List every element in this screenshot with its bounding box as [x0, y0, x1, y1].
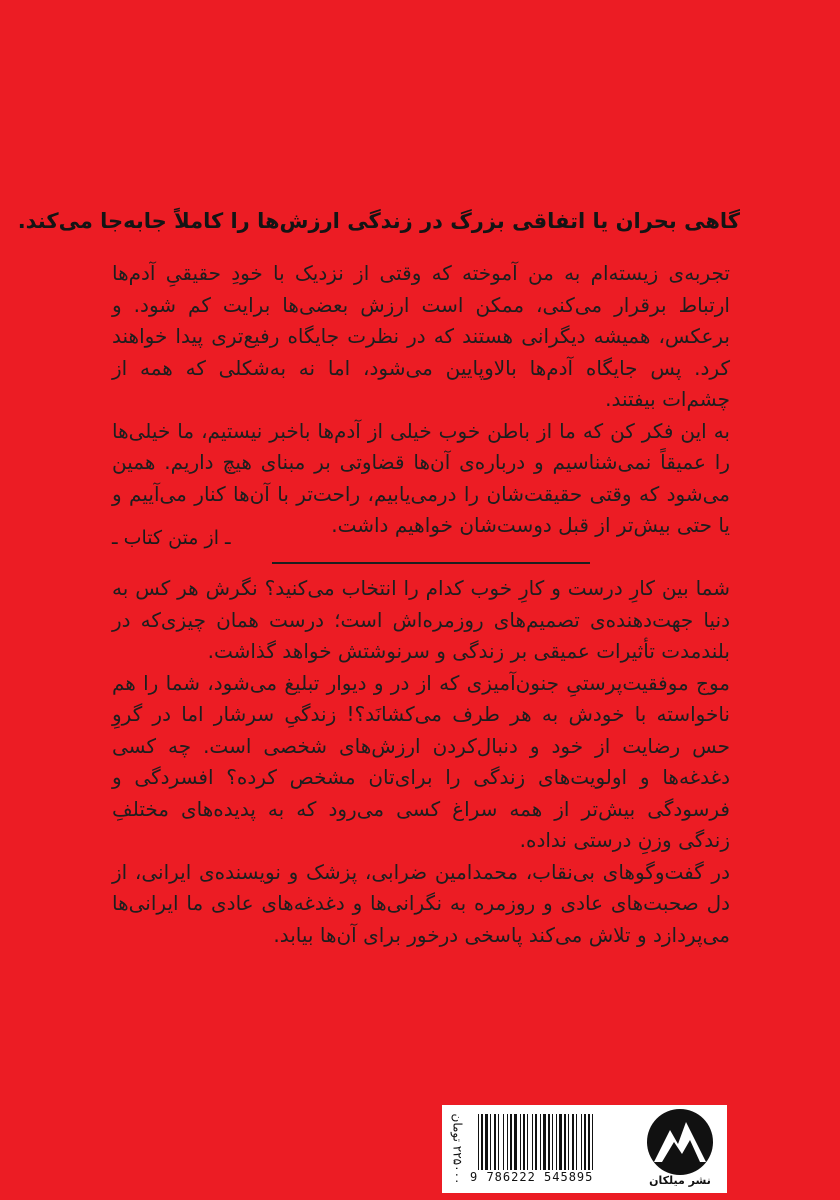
description-paragraph: شما بین کارِ درست و کارِ خوب کدام را انتخاب می‌کنید؟ نگرش هر کس به دنیا جهت‌دهنده‌ی تصمیم‌های روزمره‌اش است؛ درست همان چیزی‌که در بلندمدت تأثیرات عمیقی بر زندگی و سرنوشتش خواهد گذاشت. — [112, 576, 730, 663]
isbn-barcode — [478, 1114, 630, 1170]
headline: گاهی بحران یا اتفاقی بزرگ در زندگی ارزش‌ها را کاملاً جابه‌جا می‌کند. — [17, 209, 740, 233]
excerpt-paragraph: به این فکر کن که ما از باطن خوب خیلی از آدم‌ها باخبر نیستیم، ما خیلی‌ها را عمیقاً نمی‌شناسیم و درباره‌ی آن‌ها قضاوتی بر مبنای هیچ داریم. همین می‌شود که وقتی حقیقت‌شان را درمی‌یابیم، راحت‌تر با آن‌ها کنار می‌آییم و یا حتی بیش‌تر از قبل دوست‌شان خواهیم داشت. — [112, 418, 730, 537]
description-paragraph: در گفت‌وگوهای بی‌نقاب، محمدامین ضرابی، پزشک و نویسنده‌ی ایرانی، از دل صحبت‌های عادی و روزمره به نگرانی‌ها و دغدغه‌های عادی ما ایرانی‌ها می‌پردازد و تلاش می‌کند پاسخی درخور برای آن‌ها بیابد. — [112, 859, 730, 947]
isbn-number: 9 786222 545895 — [470, 1170, 594, 1184]
mountains-logo-icon — [640, 1106, 720, 1176]
divider-line — [272, 562, 590, 564]
excerpt-paragraph: تجربه‌ی زیسته‌ام به من آموخته که وقتی از نزدیک با خودِ حقیقیِ آدم‌ها ارتباط برقرار می‌کنی، ممکن است ارزش بعضی‌ها برایت کم شود. و برعکس، همیشه دیگرانی هستند که در نظرت جایگاه رفیع‌تری پیدا خواهند کرد. پس جایگاه آدم‌ها بالاوپایین می‌شود، اما نه به‌شکلی که همه از چشم‌ات بیفتند. — [112, 261, 730, 411]
excerpt-attribution: ـ از متن کتاب ـ — [112, 527, 231, 549]
description-paragraph: موج موفقیت‌پرستیِ جنون‌آمیزی که از در و دیوار تبلیغ می‌شود، شما را هم ناخواسته با خودش به هر طرف می‌کشانَد؟! زندگیِ سرشار اما در گروِ حس رضایت از خود و دنبال‌کردن ارزش‌های شخصی است. چه کسی دغدغه‌ها و اولویت‌های زندگی را برای‌تان مشخص کرده؟ افسردگی و فرسودگی بیش‌تر از همه سراغ کسی می‌رود که به پدیده‌های مختلفِ زندگی وزنِ درستی نداده. — [112, 670, 730, 852]
price-label — [442, 1105, 472, 1193]
publisher-name: نشر میلکان — [649, 1174, 711, 1187]
book-excerpt — [112, 258, 730, 542]
book-description — [112, 573, 730, 951]
price-text: ۲۲۵۰۰۰ تومان — [450, 1113, 465, 1185]
